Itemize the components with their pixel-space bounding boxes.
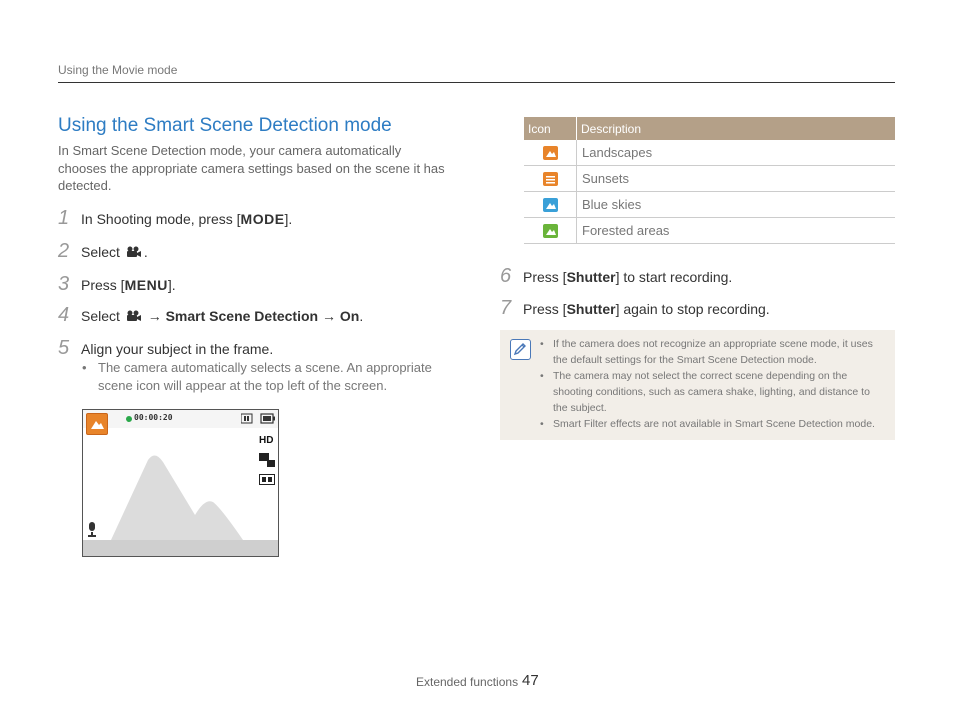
table-header-description: Description (577, 117, 896, 140)
arrow-separator: → (318, 308, 340, 324)
step-text: Press [ (523, 269, 567, 285)
step-5 (58, 337, 273, 360)
step-text-end: ]. (167, 277, 176, 293)
table-row (524, 218, 895, 244)
page-title: Using the Smart Scene Detection mode (58, 115, 392, 136)
forest-icon (543, 224, 558, 238)
microphone-icon (86, 522, 98, 538)
shutter-key: Shutter (566, 301, 616, 317)
header-divider (58, 82, 895, 83)
list-item: • The camera may not select the correct scene depending on the shooting conditions, such as camera shake, lighting, and distance to the subject. (540, 368, 885, 416)
step-text-end: ] again to stop recording. (615, 301, 770, 317)
step-text: Press [ (523, 301, 567, 317)
list-item: • Smart Filter effects are not available in Smart Scene Detection mode. (540, 418, 875, 430)
hd-quality-badge: HD (259, 435, 274, 446)
table-header-icon: Icon (524, 117, 577, 140)
table-cell-description: Blue skies (577, 192, 896, 218)
step-number: 6 (500, 265, 512, 287)
note-box (500, 330, 895, 440)
note-pencil-icon (510, 339, 531, 360)
intro-paragraph: In Smart Scene Detection mode, your camera automatically chooses the appropriate camera settings based on the scene it has detected. (58, 143, 445, 193)
step-6 (500, 265, 732, 288)
step-5-bullet: • The camera automatically selects a scene. An appropriate scene icon will appear at the top left of the screen. (82, 359, 442, 395)
note-text: The camera may not select the correct scene depending on the shooting conditions, such as camera shake, lighting, and distance to the subject. (553, 370, 870, 414)
mode-key: MODE (240, 211, 285, 227)
landscape-icon (543, 146, 558, 160)
recording-time: 00:00:20 (134, 413, 173, 422)
step-number: 2 (58, 240, 70, 262)
footer-label: Extended functions (416, 675, 519, 689)
screen-bottom-bar (83, 540, 278, 556)
step-text-end: . (143, 244, 148, 260)
note-text: Smart Filter effects are not available in Smart Scene Detection mode. (553, 418, 875, 430)
step-text: Align your subject in the frame. (81, 341, 274, 357)
table-cell-description: Sunsets (577, 166, 896, 192)
movie-camera-icon (126, 310, 142, 322)
table-row (524, 166, 895, 192)
step-text-end: ] to start recording. (615, 269, 733, 285)
shutter-key: Shutter (566, 269, 616, 285)
table-row (524, 192, 895, 218)
note-text: If the camera does not recognize an appropriate scene mode, it uses the default settings for the Smart Scene Detection mode. (553, 338, 873, 366)
bullet-text: The camera automatically selects a scene. An appropriate scene icon will appear at the top left of the screen. (98, 360, 432, 393)
list-item: • If the camera does not recognize an appropriate scene mode, it uses the default settings for the Smart Scene Detection mode. (540, 336, 885, 368)
step-number: 5 (58, 337, 70, 359)
movie-camera-icon (126, 246, 142, 258)
sunset-icon (543, 172, 558, 186)
option-smart-scene-detection: Smart Scene Detection (165, 308, 319, 324)
step-text: Select (81, 308, 124, 324)
menu-key: MENU (124, 277, 168, 293)
arrow-separator: → (143, 308, 166, 324)
step-1 (58, 207, 292, 230)
option-on: On (339, 308, 360, 324)
step-2 (58, 240, 148, 263)
camera-screen-preview (82, 409, 279, 557)
status-icons (241, 413, 275, 424)
step-text-end: . (359, 308, 364, 324)
landscape-scene-icon (86, 413, 108, 435)
recording-indicator-icon (126, 416, 132, 422)
table-cell-description: Forested areas (577, 218, 896, 244)
metering-icon (259, 474, 275, 485)
step-text: Press [ (81, 277, 125, 293)
step-text: In Shooting mode, press [ (81, 211, 241, 227)
step-number: 3 (58, 273, 70, 295)
step-number: 1 (58, 207, 70, 229)
table-cell-description: Landscapes (577, 140, 896, 166)
section-header: Using the Movie mode (58, 63, 178, 77)
table-row (524, 140, 895, 166)
frame-rate-icon (259, 453, 275, 467)
step-3 (58, 273, 176, 296)
page-number: 47 (522, 672, 539, 689)
step-number: 4 (58, 304, 70, 326)
step-number: 7 (500, 297, 512, 319)
blue-sky-icon (543, 198, 558, 212)
step-7 (500, 297, 770, 320)
step-4 (58, 304, 363, 327)
scene-icon-table (524, 117, 895, 244)
step-text: Select (81, 244, 124, 260)
mountain-illustration (83, 410, 278, 556)
note-list (540, 336, 885, 432)
step-text-end: ]. (284, 211, 293, 227)
